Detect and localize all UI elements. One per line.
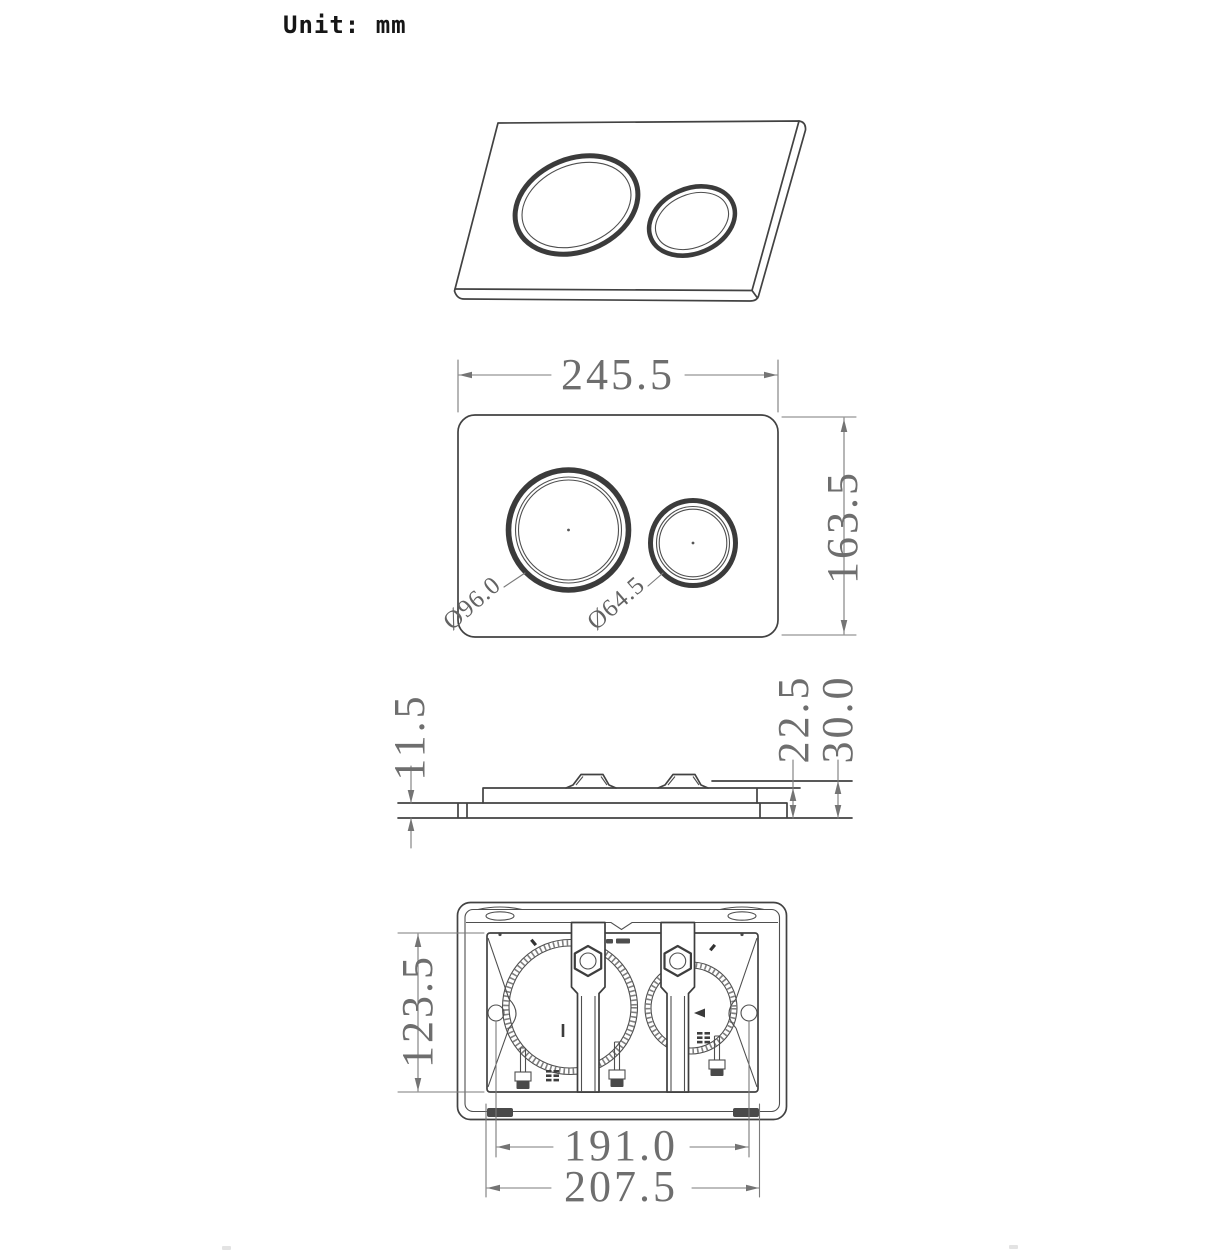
unit-note: Unit: mm xyxy=(283,11,407,39)
rear-view xyxy=(393,903,787,1212)
rear-hole-spacing-value: 191.0 xyxy=(564,1121,678,1170)
side-base-plate xyxy=(398,803,852,818)
large-button-dia-value: Ø96.0 xyxy=(438,571,507,636)
rear-left-anchor xyxy=(488,938,516,1087)
rear-left-tab xyxy=(487,1108,513,1117)
rear-top-clip-bar xyxy=(466,907,778,936)
dim-rear-hole-spacing xyxy=(496,1022,749,1170)
dim-small-button-dia xyxy=(582,571,663,635)
side-body-depth-value: 22.5 xyxy=(769,674,818,764)
page-bottom-artifacts xyxy=(222,1245,1018,1250)
rear-large-mechanism xyxy=(503,939,638,1075)
side-thickness-value: 11.5 xyxy=(385,693,434,781)
small-button-3d xyxy=(638,174,745,269)
side-overall-depth-value: 30.0 xyxy=(813,674,862,764)
rear-right-bracket xyxy=(661,923,695,1093)
large-button-3d xyxy=(500,138,653,272)
dim-large-button-dia xyxy=(438,571,525,635)
plate-face-edges xyxy=(455,121,799,298)
plate-body-3d xyxy=(455,121,806,301)
front-width-value: 245.5 xyxy=(561,350,675,399)
front-height-value: 163.5 xyxy=(818,470,867,584)
right-nut-icon xyxy=(665,946,691,976)
rear-left-bracket xyxy=(572,923,606,1093)
side-button-boss-1 xyxy=(566,775,616,789)
small-button-dia-value: Ø64.5 xyxy=(582,571,651,636)
rear-height-value: 123.5 xyxy=(393,954,442,1068)
left-nut-icon xyxy=(575,946,601,976)
dim-rear-height xyxy=(393,933,484,1092)
rear-frame-width-value: 207.5 xyxy=(564,1162,678,1211)
front-large-button xyxy=(509,470,629,590)
front-view xyxy=(438,350,867,637)
dim-side-body-depth xyxy=(769,675,818,819)
side-upper-body xyxy=(483,788,800,803)
dim-front-width xyxy=(458,350,778,412)
side-view xyxy=(385,675,862,849)
perspective-view xyxy=(455,121,806,301)
side-button-boss-2 xyxy=(658,775,708,789)
dim-front-height xyxy=(782,417,867,635)
dim-side-overall-depth xyxy=(813,675,862,819)
dim-side-thickness xyxy=(385,693,434,848)
rear-cutout-frame xyxy=(487,933,758,1092)
rear-right-tab xyxy=(733,1108,759,1117)
